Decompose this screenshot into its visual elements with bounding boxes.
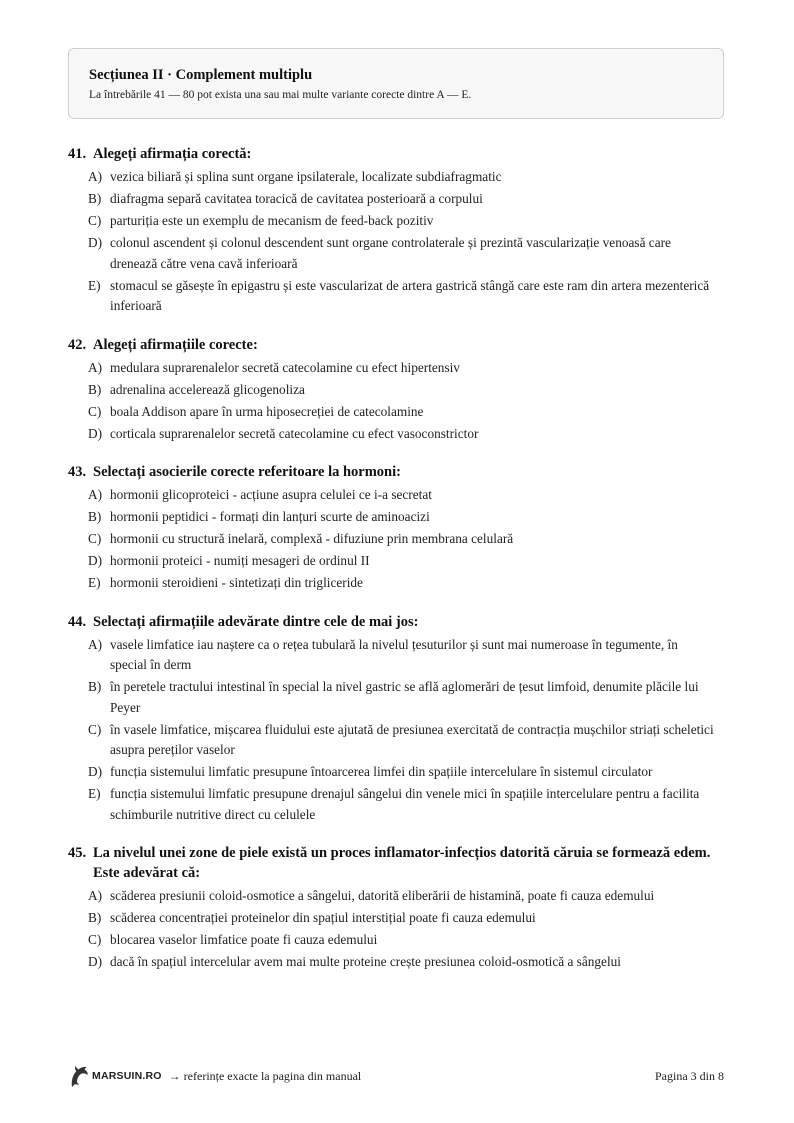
- logo-text: MARSUIN.RO: [92, 1070, 162, 1082]
- option-text: diafragma separă cavitatea toracică de cavitatea posterioară a corpului: [110, 191, 483, 206]
- answer-options: [68, 358, 728, 445]
- option-text: dacă în spațiul intercelular avem mai multe proteine crește presiunea coloid-osmotică a sângelui: [110, 954, 621, 969]
- option-text: adrenalina accelerează glicogenoliza: [110, 381, 305, 397]
- option-text: boala Addison apare în urma hiposecreției de catecolamine: [110, 403, 424, 419]
- option-text: vezica biliară și splina sunt organe ipsilaterale, localizate subdiafragmatic: [110, 169, 502, 184]
- answer-options: [68, 167, 728, 317]
- option-letter: D): [88, 553, 103, 568]
- option-letter: B): [88, 910, 102, 925]
- question-block: [68, 843, 728, 973]
- question-block: [68, 335, 728, 445]
- question-text: Alegeți afirmația corectă:: [93, 146, 252, 162]
- question-number: 44.: [68, 613, 87, 630]
- answer-option: [88, 635, 728, 676]
- answer-option: [88, 167, 728, 188]
- option-letter: D): [88, 764, 103, 779]
- question-number: 45.: [68, 845, 87, 861]
- section-title: Secțiunea II · Complement multiplu: [89, 67, 313, 83]
- question-heading: [68, 144, 728, 164]
- answer-options: [68, 635, 728, 826]
- answer-option: [88, 784, 728, 825]
- option-letter: C): [88, 531, 102, 546]
- answer-option: [88, 529, 728, 550]
- answer-option: [88, 233, 728, 274]
- option-text: medulara suprarenalelor secretă catecolamine cu efect hipertensiv: [110, 359, 460, 375]
- option-text: vasele limfatice iau naștere ca o rețea tubulară la nivelul țesuturilor și sunt mai numeroase în tegumente, în special în derm: [110, 636, 678, 672]
- option-text: scăderea concentrației proteinelor din spațiul interstițial poate fi cauza edemului: [110, 910, 536, 925]
- page-footer: [68, 1063, 724, 1089]
- question-block: [68, 612, 728, 826]
- option-text: corticala suprarenalelor secretă catecolamine cu efect vasoconstrictor: [110, 425, 479, 441]
- option-text: blocarea vaselor limfatice poate fi cauza edemului: [110, 932, 378, 947]
- option-letter: E): [88, 575, 101, 590]
- option-text: hormonii peptidici - formați din lanțuri scurte de aminoacizi: [110, 509, 430, 524]
- answer-option: [88, 189, 728, 210]
- answer-option: [88, 930, 728, 951]
- question-heading: [68, 843, 728, 883]
- answer-options: [68, 886, 728, 973]
- option-letter: E): [88, 786, 101, 801]
- option-letter: A): [88, 169, 103, 184]
- question-heading: [68, 612, 728, 632]
- option-letter: D): [88, 954, 103, 969]
- question-text: La nivelul unei zone de piele există un proces inflamator-infecțios datorită căruia se formează edem. Este adevărat că:: [93, 845, 711, 881]
- option-text: stomacul se găsește în epigastru și este vascularizat de artera gastrică stângă care este ram din artera mezenterică inferioară: [110, 277, 710, 313]
- question-text: Selectați asocierile corecte referitoare la hormoni:: [93, 464, 401, 480]
- answer-option: [88, 358, 728, 379]
- option-letter: E): [88, 277, 101, 293]
- answer-option: [88, 952, 728, 973]
- answer-option: [88, 485, 728, 506]
- option-letter: A): [88, 888, 103, 903]
- option-letter: B): [88, 191, 102, 206]
- option-text: funcția sistemului limfatic presupune drenajul sângelui din venele mici în spațiile intercelulare pentru a facilita schimburile nutritive direct cu celulele: [110, 786, 700, 822]
- option-letter: B): [88, 679, 102, 694]
- page-number: Pagina 3 din 8: [655, 1068, 724, 1083]
- answer-option: [88, 276, 728, 317]
- answer-option: [88, 402, 728, 423]
- option-text: parturiția este un exemplu de mecanism de feed-back pozitiv: [110, 213, 434, 228]
- option-letter: D): [88, 235, 103, 250]
- option-letter: D): [88, 425, 103, 441]
- question-list: [68, 144, 728, 991]
- answer-option: [88, 908, 728, 929]
- question-heading: [68, 335, 728, 355]
- question-number: 41.: [68, 146, 87, 162]
- dolphin-logo-icon: [68, 1063, 90, 1089]
- question-number: 43.: [68, 464, 87, 480]
- footer-note: → referințe exacte la pagina din manual: [168, 1068, 362, 1083]
- option-letter: C): [88, 721, 102, 737]
- option-text: în vasele limfatice, mișcarea fluidului este ajutată de presiunea exercitată de contracția mușchilor striați scheletici asupra pereților vaselor: [110, 721, 714, 757]
- option-letter: A): [88, 487, 103, 502]
- option-letter: B): [88, 381, 102, 397]
- answer-options: [68, 485, 728, 594]
- option-letter: C): [88, 403, 102, 419]
- option-text: colonul ascendent și colonul descendent sunt organe controlaterale și prezintă vascularizație venoasă care drenează către vena cavă inferioară: [110, 235, 671, 271]
- answer-option: [88, 424, 728, 445]
- option-text: hormonii proteici - numiți mesageri de ordinul II: [110, 553, 370, 568]
- answer-option: [88, 551, 728, 572]
- question-number: 42.: [68, 336, 87, 353]
- option-text: în peretele tractului intestinal în special la nivel gastric se află aglomerări de țesut limfoid, denumite plăcile lui Peyer: [110, 679, 699, 715]
- answer-option: [88, 507, 728, 528]
- option-text: hormonii steroidieni - sintetizați din trigliceride: [110, 575, 363, 590]
- question-text: Selectați afirmațiile adevărate dintre cele de mai jos:: [93, 613, 419, 630]
- answer-option: [88, 720, 728, 761]
- answer-option: [88, 573, 728, 594]
- option-text: scăderea presiunii coloid-osmotice a sângelui, datorită eliberării de histamină, poate fi cauza edemului: [110, 888, 655, 903]
- answer-option: [88, 677, 728, 718]
- section-instructions: La întrebările 41 — 80 pot exista una sau mai multe variante corecte dintre A — E.: [89, 89, 472, 101]
- question-text: Alegeți afirmațiile corecte:: [93, 336, 258, 353]
- option-letter: A): [88, 636, 103, 652]
- answer-option: [88, 762, 728, 783]
- option-letter: C): [88, 213, 102, 228]
- answer-option: [88, 380, 728, 401]
- question-block: [68, 462, 728, 594]
- option-text: funcția sistemului limfatic presupune întoarcerea limfei din spațiile intercelulare în sistemul circulator: [110, 764, 653, 779]
- option-letter: B): [88, 509, 102, 524]
- answer-option: [88, 211, 728, 232]
- option-letter: C): [88, 932, 102, 947]
- question-block: [68, 144, 728, 317]
- option-text: hormonii cu structură inelară, complexă - difuziune prin membrana celulară: [110, 531, 514, 546]
- question-heading: [68, 462, 728, 482]
- section-header: [68, 48, 724, 119]
- option-text: hormonii glicoproteici - acțiune asupra celulei ce i-a secretat: [110, 487, 432, 502]
- answer-option: [88, 886, 728, 907]
- option-letter: A): [88, 359, 103, 375]
